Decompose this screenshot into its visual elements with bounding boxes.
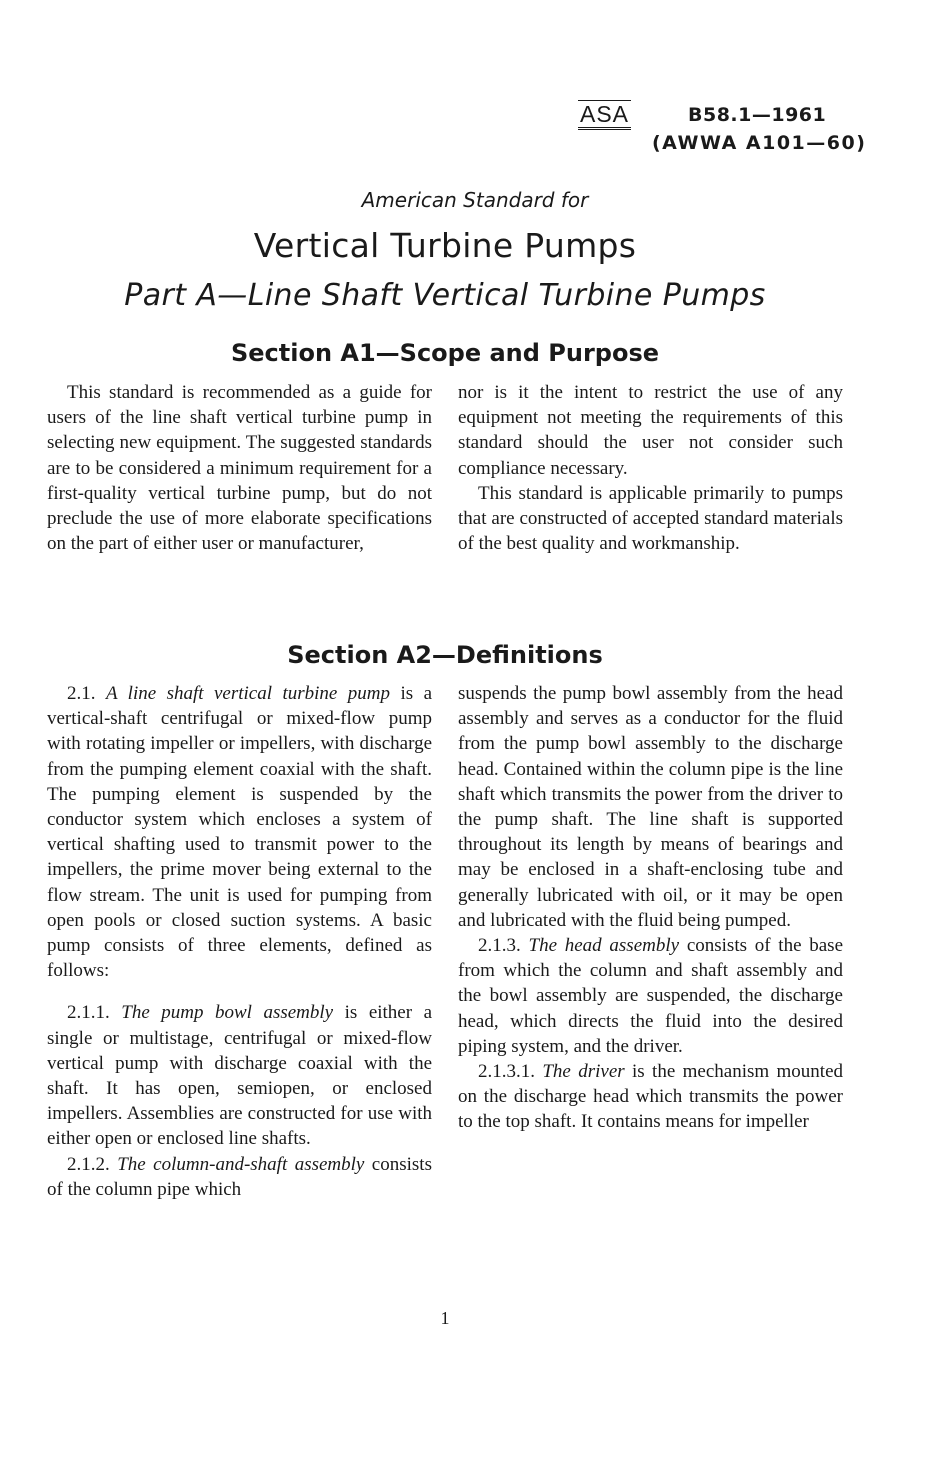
definition-2-1-3-1	[458, 1059, 843, 1135]
definition-2-1	[47, 681, 432, 983]
definition-text: consists of the base from which the column and shaft assembly and the bowl assembly are suspended, the discharge head, which directs the fluid into the desired piping system, and the driver.	[458, 935, 844, 1057]
definition-2-1-2-continued: suspends the pump bowl assembly from the head assembly and serves as a conductor for the fluid from the pump bowl assembly to the discharge head. Contained within the column pipe is the line shaft which transmits the power from the driver to the pump shaft. The line shaft is supported throughout its length by means of bearings and may be enclosed in a shaft-enclosing tube and generally lubricated with oil, or it may be open and lubricated with the fluid being pumped.	[458, 683, 843, 931]
definition-2-1-2	[47, 1152, 432, 1202]
definition-term: A line shaft vertical turbine pump	[105, 683, 391, 704]
definition-text: is either a single or multistage, centrifugal or mixed-flow vertical pump with discharge coaxial with the shaft. It has open, semiopen, or enclosed impellers. Assemblies are constructed for use with either open or enclosed line shafts.	[47, 1002, 433, 1150]
definition-text: is a vertical-shaft centrifugal or mixed-flow pump with rotating impeller or impellers, with discharge from the pumping element coaxial with the shaft. The pumping element is suspended by the conductor system which encloses a system of vertical shafting used to transmit power to the impellers, the prime mover being external to the flow stream. The unit is used for pumping from open pools or closed suction systems. A basic pump consists of three elements, defined as follows:	[47, 683, 433, 982]
document-title: Vertical Turbine Pumps	[253, 226, 637, 265]
section-a2-right-column	[458, 681, 843, 1135]
asa-logo: ASA	[578, 100, 631, 130]
paragraph: nor is it the intent to restrict the use of any equipment not meeting the requirements of this standard should the user not consider such compliance necessary.	[458, 382, 843, 479]
definition-term: The pump bowl assembly	[121, 1002, 334, 1024]
definition-term: The driver	[542, 1061, 625, 1083]
section-a1-left-column	[47, 380, 432, 556]
definition-number: 2.1.1.	[67, 1002, 110, 1024]
definition-2-1-1	[47, 1000, 432, 1151]
part-title: Part A—Line Shaft Vertical Turbine Pumps	[124, 278, 766, 313]
paragraph: This standard is recommended as a guide for users of the line shaft vertical turbine pump in selecting new equipment. The suggested standards are to be considered a minimum requirement for a first-quality vertical turbine pump, but do not preclude the use of more elaborate specifications on the part of either user or manufacturer,	[47, 382, 432, 555]
definition-text: is the mechanism mounted on the discharge head which transmits the power to the top shaft. It contains means for impeller	[458, 1061, 843, 1133]
section-a2-heading: Section A2—Definitions	[287, 641, 603, 669]
document-subtitle: American Standard for	[361, 188, 589, 212]
standard-number: B58.1—1961	[688, 104, 827, 126]
awwa-number: (AWWA A101—60)	[652, 132, 867, 154]
definition-number: 2.1.3.1.	[478, 1061, 535, 1083]
section-a1-right-column	[458, 380, 843, 556]
definition-text: consists of the column pipe which	[47, 1153, 432, 1200]
definition-number: 2.1.3.	[478, 935, 521, 957]
page-number: 1	[440, 1308, 450, 1328]
definition-term: The head assembly	[528, 935, 680, 957]
section-a2-left-column	[47, 681, 432, 1202]
definition-number: 2.1.	[67, 683, 96, 704]
definition-2-1-3	[458, 933, 843, 1059]
definition-number: 2.1.2.	[67, 1153, 110, 1175]
definition-term: The column-and-shaft assembly	[117, 1153, 365, 1175]
paragraph: This standard is applicable primarily to pumps that are constructed of accepted standard materials of the best quality and workmanship.	[458, 482, 843, 555]
section-a1-heading: Section A1—Scope and Purpose	[230, 339, 660, 367]
